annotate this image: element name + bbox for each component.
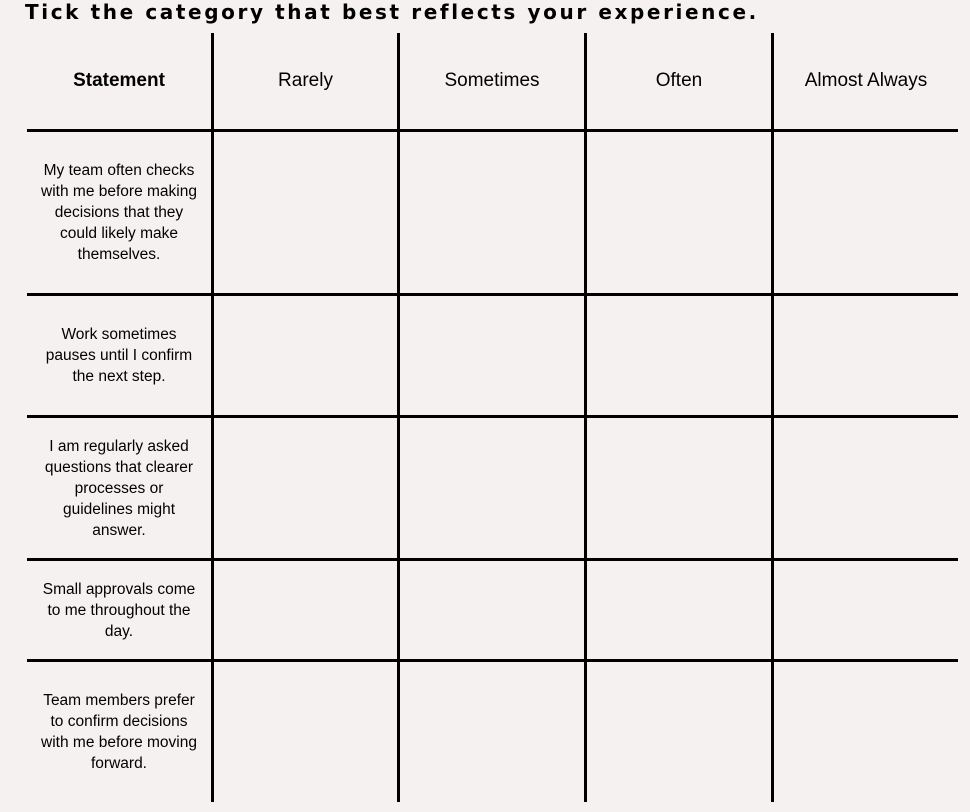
table-row-statement	[27, 662, 211, 802]
header-almost-always: Almost Always	[804, 70, 928, 91]
table-row-statement	[27, 296, 211, 415]
choice-cell-sometimes[interactable]	[400, 296, 584, 415]
table-row-statement	[27, 561, 211, 659]
choice-cell-almost-always[interactable]	[774, 418, 958, 558]
choice-cell-almost-always[interactable]	[774, 132, 958, 293]
choice-cell-often[interactable]	[587, 662, 771, 802]
choice-cell-sometimes[interactable]	[400, 561, 584, 659]
choice-cell-rarely[interactable]	[214, 561, 397, 659]
header-sometimes: Sometimes	[444, 70, 540, 91]
header-often: Often	[655, 70, 703, 91]
choice-cell-rarely[interactable]	[214, 132, 397, 293]
table-row-statement	[27, 418, 211, 558]
choice-cell-sometimes[interactable]	[400, 418, 584, 558]
choice-cell-almost-always[interactable]	[774, 296, 958, 415]
choice-cell-rarely[interactable]	[214, 296, 397, 415]
choice-cell-almost-always[interactable]	[774, 662, 958, 802]
header-statement: Statement	[73, 70, 165, 91]
statement-text: Team members prefer to confirm decisions with me before moving forward.	[41, 692, 197, 772]
table-row-statement	[27, 132, 211, 293]
choice-cell-sometimes[interactable]	[400, 132, 584, 293]
choice-cell-often[interactable]	[587, 132, 771, 293]
choice-cell-almost-always[interactable]	[774, 561, 958, 659]
header-rarely: Rarely	[278, 70, 333, 91]
choice-cell-often[interactable]	[587, 418, 771, 558]
statement-text: Small approvals come to me throughout the day.	[42, 580, 196, 640]
choice-cell-often[interactable]	[587, 561, 771, 659]
choice-cell-often[interactable]	[587, 296, 771, 415]
statement-text: I am regularly asked questions that clearer processes or guidelines might answer.	[44, 437, 194, 539]
choice-cell-rarely[interactable]	[214, 418, 397, 558]
statement-text: My team often checks with me before making decisions that they could likely make themselves.	[41, 162, 197, 263]
choice-cell-sometimes[interactable]	[400, 662, 584, 802]
statement-text: Work sometimes pauses until I confirm the next step.	[45, 326, 193, 385]
instruction-text: Tick the category that best reflects your experience.	[25, 0, 759, 24]
choice-cell-rarely[interactable]	[214, 662, 397, 802]
